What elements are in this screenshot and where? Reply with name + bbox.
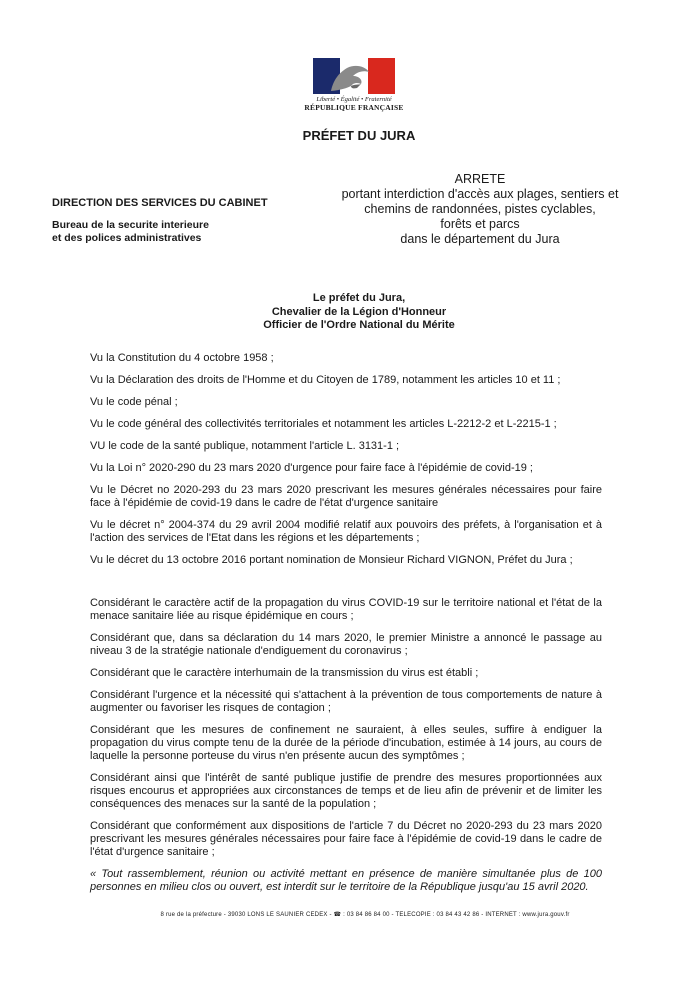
arrete-title: ARRETE (454, 172, 506, 186)
direction-title: DIRECTION DES SERVICES DU CABINET (52, 197, 268, 209)
considerant-paragraph: Considérant que le caractère interhumain de la transmission du virus est établi ; (90, 667, 479, 679)
visa-paragraph: Vu le code pénal ; (90, 396, 178, 408)
footer-address (0, 911, 700, 918)
arrete-line-1: portant interdiction d'accès aux plages, sentiers et (341, 187, 619, 201)
quoted-rule: « Tout rassemblement, réunion ou activité mettant en présence de manière simultanée plus de 100 personnes en milieu clos ou ouvert, est interdit sur le territoire de la République jusqu'au 15 avril 2020. (90, 868, 602, 893)
signatory-line-1: Le préfet du Jura, (312, 292, 406, 304)
visa-paragraph: Vu le décret du 13 octobre 2016 portant nomination de Monsieur Richard VIGNON, Préfet du Jura ; (90, 554, 573, 566)
considerant-paragraph: Considérant que les mesures de confinement ne sauraient, à elles seules, suffire à endiguer la propagation du virus compte tenu de la durée de la période d'incubation, estimée à 14 jours, au cours de laquelle la personne porteuse du virus n'en présente aucun des symptômes ; (90, 724, 602, 762)
visa-paragraph: Vu le décret n° 2004-374 du 29 avril 2004 modifié relatif aux pouvoirs des préfets, à l'organisation et à l'action des services de l'Etat dans les régions et les départements ; (90, 519, 602, 544)
visas-list (90, 352, 602, 567)
arrete-heading (330, 172, 630, 247)
footer-text: 8 rue de la préfecture - 39030 LONS LE SAUNIER CEDEX - ☎ : 03 84 86 84 00 - TELECOPIE : 03 84 43 42 86 - INTERNET : www.jura.gouv.fr (160, 912, 570, 918)
considerant-paragraph: Considérant que, dans sa déclaration du 14 mars 2020, le premier Ministre a annoncé le passage au niveau 3 de la stratégie nationale d'endiguement du coronavirus ; (90, 632, 602, 657)
republic-text: RÉPUBLIQUE FRANÇAISE (304, 103, 404, 112)
issuer-block (52, 196, 332, 245)
arrete-line-2: chemins de randonnées, pistes cyclables, (364, 202, 596, 216)
considerant-paragraph: Considérant ainsi que l'intérêt de santé publique justifie de prendre des mesures proportionnées aux risques encourus et appropriées aux circonstances de temps et de lieu afin de prévenir et de limiter les conséquences des menaces sur la santé de la population ; (90, 772, 602, 810)
signatory-line-3: Officier de l'Ordre National du Mérite (263, 319, 455, 331)
visa-paragraph: Vu la Loi n° 2020-290 du 23 mars 2020 d'urgence pour faire face à l'épidémie de covid-19 ; (90, 462, 533, 474)
marianne-emblem-icon (313, 58, 395, 94)
considerant-paragraph: Considérant le caractère actif de la propagation du virus COVID-19 sur le territoire national et l'état de la menace sanitaire liée au risque épidémique en cours ; (90, 597, 602, 622)
visa-paragraph: Vu le code général des collectivités territoriales et notamment les articles L-2212-2 et L-2215-1 ; (90, 418, 557, 430)
motto-text: Liberté • Égalité • Fraternité (316, 96, 392, 103)
signatory-block (0, 292, 700, 333)
visa-paragraph: Vu le Décret no 2020-293 du 23 mars 2020 prescrivant les mesures générales nécessaires pour faire face à l'épidémie de covid-19 dans le cadre de l'état d'urgence sanitaire (90, 484, 602, 509)
visa-paragraph: VU le code de la santé publique, notamment l'article L. 3131-1 ; (90, 440, 400, 452)
signatory-line-2: Chevalier de la Légion d'Honneur (271, 305, 447, 318)
considerants-list (90, 597, 602, 894)
prefet-title (0, 128, 700, 143)
bureau-name (52, 219, 332, 245)
considerant-paragraph: Considérant que conformément aux dispositions de l'article 7 du Décret no 2020-293 du 23 mars 2020 prescrivant les mesures générales nécessaires pour faire face à l'épidémie de covid-19 dans le cadre de l'état d'urgence sanitaire ; (90, 820, 602, 858)
document-body (90, 352, 602, 903)
bureau-line-2: et des polices administratives (52, 232, 202, 244)
prefet-title-text: PRÉFET DU JURA (302, 128, 416, 143)
considerant-paragraph: Considérant l'urgence et la nécessité qui s'attachent à la prévention de tous comportements de nature à augmenter ou favoriser les risques de contagion ; (90, 689, 602, 714)
arrete-line-3: forêts et parcs (440, 217, 520, 231)
visa-paragraph: Vu la Constitution du 4 octobre 1958 ; (90, 352, 274, 364)
marianne-logo (298, 58, 410, 112)
visa-paragraph: Vu la Déclaration des droits de l'Homme et du Citoyen de 1789, notamment les articles 10 et 11 ; (90, 374, 561, 386)
arrete-line-4: dans le département du Jura (400, 232, 560, 246)
bureau-line-1: Bureau de la securite interieure (52, 219, 209, 231)
